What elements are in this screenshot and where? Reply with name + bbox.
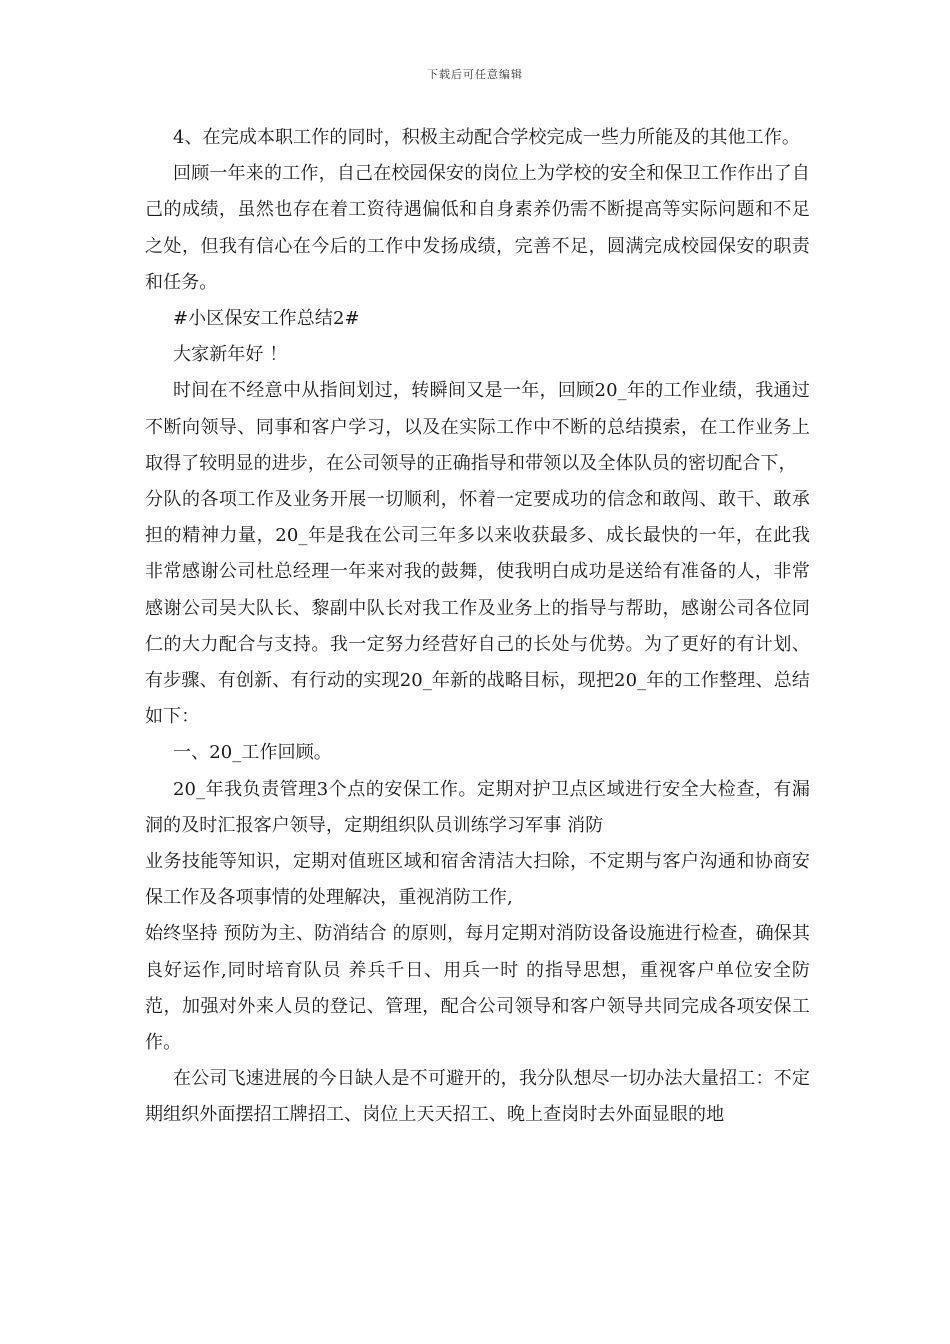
paragraph-recruitment: 在公司飞速进展的今日缺人是不可避开的，我分队想尽一切办法大量招工：不定期组织外面摆招工牌招工、岗位上天天招工、晚上查岗时去外面显眼的地 [145,1068,810,1126]
paragraph-intro: 时间在不经意中从指间划过，转瞬间又是一年，回顾20_年的工作业绩，我通过不断向领导、同事和客户学习，以及在实际工作中不断的总结摸索，在工作业务上取得了较明显的进步，在公司领导的正确指导和带领以及全体队员的密切配合下， [145,380,810,474]
page-header-note: 下载后可任意编辑 [427,68,523,81]
subsection-heading-1: 一、20_工作回顾。 [173,742,332,764]
paragraph-training: 业务技能等知识，定期对值班区域和宿舍清洁大扫除，不定期与客户沟通和协商安保工作及各项事情的处理解决，重视消防工作, [145,851,810,909]
paragraph-fire-safety: 始终坚持 预防为主、防消结合 的原则，每月定期对消防设备设施进行检查，确保其良好运作,同时培育队员 养兵千日、用兵一时 的指导思想，重视客户单位安全防范，加强对外来人员的登记、管理，配合公司领导和客户领导共同完成各项安保工作。 [145,923,810,1054]
greeting: 大家新年好 ！ [173,344,288,366]
document-body [145,120,810,1134]
section-heading-2: #小区保安工作总结2# [173,308,360,330]
paragraph-review: 回顾一年来的工作，自己在校园保安的岗位上为学校的安全和保卫工作作出了自己的成绩，虽然也存在着工资待遇偏低和自身素养仍需不断提高等实际问题和不足之处，但我有信心在今后的工作中发扬成绩，完善不足，圆满完成校园保安的职责和任务。 [145,163,810,293]
paragraph-security-points: 20_年我负责管理3个点的安保工作。定期对护卫点区域进行安全大检查，有漏洞的及时汇报客户领导，定期组织队员训练学习军事 消防 [145,778,810,836]
paragraph-item-4: 4、在完成本职工作的同时，积极主动配合学校完成一些力所能及的其他工作。 [173,127,800,148]
paragraph-team-progress: 分队的各项工作及业务开展一切顺利，怀着一定要成功的信念和敢闯、敢干、敢承担的精神力量，20_年是我在公司三年多以来收获最多、成长最快的一年，在此我非常感谢公司杜总经理一年来对我的鼓舞，使我明白成功是送给有准备的人，非常感谢公司吴大队长、黎副中队长对我工作及业务上的指导与帮助，感谢公司各位同仁的大力配合与支持。我一定努力经营好自己的长处与优势。为了更好的有计划、有步骤、有创新、有行动的实现20_年新的战略目标，现把20_年的工作整理、总结如下： [145,489,810,728]
